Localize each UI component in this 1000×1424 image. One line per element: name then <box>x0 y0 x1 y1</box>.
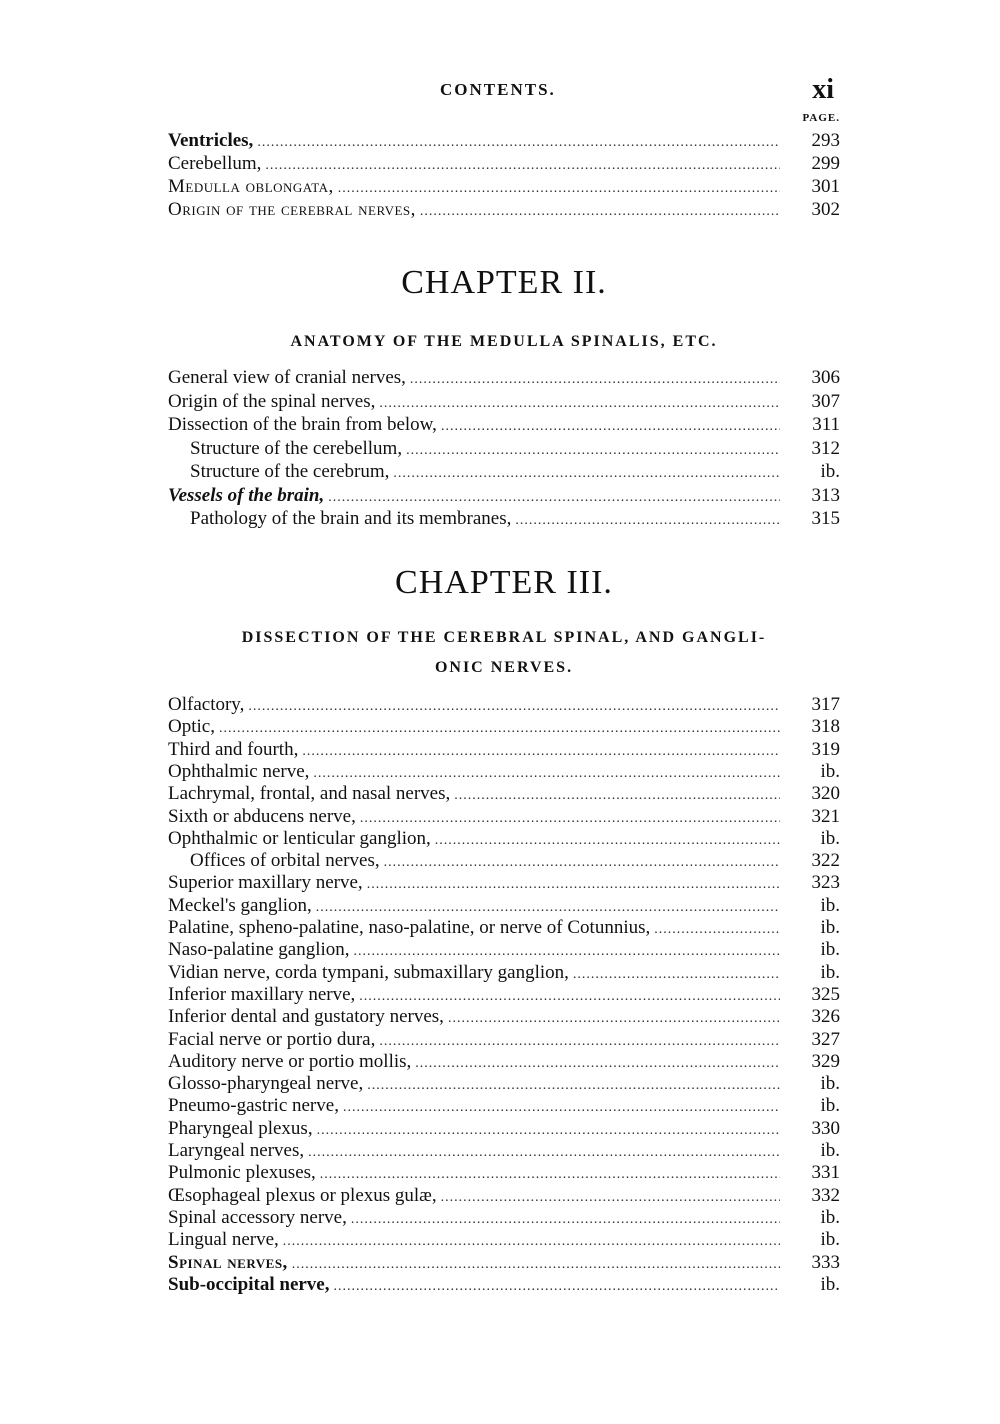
toc-entry <box>168 962 840 984</box>
toc-entry-label: Œsophageal plexus or plexus gulæ, <box>168 1184 437 1206</box>
toc-entry-page: ib. <box>820 1095 840 1117</box>
toc-entry <box>168 199 840 221</box>
toc-entry <box>168 872 840 894</box>
toc-entry <box>168 1051 840 1073</box>
running-head-title: CONTENTS. <box>440 80 556 99</box>
toc-entry <box>168 1073 840 1095</box>
toc-entry <box>168 461 840 483</box>
toc-entry-page: 326 <box>811 1006 840 1028</box>
toc-entry-page: 332 <box>811 1184 840 1206</box>
toc-entry-label: Vessels of the brain, <box>168 484 325 506</box>
dot-leader <box>351 1211 780 1229</box>
toc-entry-label: Offices of orbital nerves, <box>190 850 380 872</box>
toc-entry-label: Auditory nerve or portio mollis, <box>168 1050 412 1072</box>
toc-entry-page: ib. <box>820 961 840 983</box>
toc-entry-page: ib. <box>820 1229 840 1251</box>
toc-entry <box>168 806 840 828</box>
toc-entry <box>168 367 840 389</box>
toc-entry-label: Cerebellum, <box>168 153 262 174</box>
toc-entry <box>168 1140 840 1162</box>
dot-leader <box>219 720 780 738</box>
toc-entry <box>168 850 840 872</box>
toc-entry <box>168 1185 840 1207</box>
toc-entry-page: ib. <box>820 1073 840 1095</box>
toc-entry <box>168 984 840 1006</box>
toc-entry-label: Naso-palatine ganglion, <box>168 939 350 961</box>
toc-entry-label: General view of cranial nerves, <box>168 367 406 388</box>
chapter-3-subtitle-line-1: DISSECTION OF THE CEREBRAL SPINAL, AND GANGLI- <box>241 629 767 646</box>
dot-leader <box>283 1233 780 1251</box>
toc-entry <box>168 438 840 460</box>
dot-leader <box>384 854 780 872</box>
toc-entry <box>168 1207 840 1229</box>
dot-leader <box>292 1256 780 1274</box>
dot-leader <box>454 787 780 805</box>
toc-entry <box>168 130 840 152</box>
toc-entry-page: 318 <box>811 716 840 738</box>
dot-leader <box>308 1144 780 1162</box>
toc-entry-page: 325 <box>811 983 840 1005</box>
toc-entry <box>168 761 840 783</box>
toc-entry-page: 320 <box>811 783 840 805</box>
toc-entry <box>168 716 840 738</box>
dot-leader <box>393 465 780 483</box>
toc-entry-page: ib. <box>820 894 840 916</box>
toc-entry-page: ib. <box>820 760 840 782</box>
toc-entry-label: Sub-occipital nerve, <box>168 1273 330 1295</box>
toc-entry <box>168 895 840 917</box>
chapter-2-heading: CHAPTER II. <box>401 264 607 301</box>
toc-entry-label: Sixth or abducens nerve, <box>168 805 356 827</box>
dot-leader <box>328 489 780 507</box>
toc-entry-label: Pulmonic plexuses, <box>168 1162 316 1184</box>
toc-entry-page: ib. <box>820 1206 840 1228</box>
toc-entry-label: Ophthalmic or lenticular ganglion, <box>168 827 431 849</box>
toc-entry <box>168 1006 840 1028</box>
toc-entry <box>168 485 840 507</box>
toc-entry-label: Lachrymal, frontal, and nasal nerves, <box>168 783 451 805</box>
toc-entry-page: ib. <box>820 461 840 482</box>
dot-leader <box>448 1010 780 1028</box>
toc-entry-label: Facial nerve or portio dura, <box>168 1028 376 1050</box>
toc-entry <box>168 1162 840 1184</box>
toc-entry-page: ib. <box>820 1273 840 1295</box>
dot-leader <box>406 442 780 460</box>
toc-entry-page: 321 <box>811 805 840 827</box>
toc-entry-page: 317 <box>811 694 840 715</box>
toc-entry <box>168 917 840 939</box>
toc-entry-page: 306 <box>811 367 840 388</box>
toc-entry <box>168 939 840 961</box>
chapter-2-subtitle: ANATOMY OF THE MEDULLA SPINALIS, ETC. <box>290 333 718 350</box>
toc-entry-page: 315 <box>811 508 840 529</box>
toc-entry-label: Inferior dental and gustatory nerves, <box>168 1006 444 1028</box>
toc-entry-page: 322 <box>811 850 840 872</box>
toc-entry-label: Third and fourth, <box>168 738 299 760</box>
toc-entry-label: Superior maxillary nerve, <box>168 872 363 894</box>
toc-entry <box>168 1029 840 1051</box>
toc-entry-label: Origin of the cerebral nerves, <box>168 199 416 220</box>
toc-entry-page: 330 <box>811 1117 840 1139</box>
toc-entry-page: ib. <box>820 939 840 961</box>
toc-entry-label: Palatine, spheno-palatine, naso-palatine, or nerve of Cotunnius, <box>168 917 651 938</box>
dot-leader <box>359 988 780 1006</box>
dot-leader <box>441 418 780 436</box>
toc-entry-page: ib. <box>820 1140 840 1161</box>
toc-entry-page: 313 <box>811 484 840 506</box>
toc-entry <box>168 176 840 198</box>
toc-entry-page: 329 <box>811 1050 840 1072</box>
toc-entry <box>168 1229 840 1251</box>
toc-entry-label: Origin of the spinal nerves, <box>168 390 376 412</box>
dot-leader <box>265 157 780 175</box>
toc-entry-label: Laryngeal nerves, <box>168 1140 305 1161</box>
page-column-label: PAGE. <box>802 112 840 124</box>
toc-entry-label: Inferior maxillary nerve, <box>168 983 356 1005</box>
chapter-3-subtitle-line-2: ONIC NERVES. <box>434 659 574 676</box>
toc-entry-label: Meckel's ganglion, <box>168 894 312 916</box>
toc-entry-page: 301 <box>811 176 840 197</box>
toc-entry <box>168 694 840 716</box>
dot-leader <box>316 899 780 917</box>
toc-entry-label: Vidian nerve, corda tympani, submaxillary ganglion, <box>168 961 569 983</box>
dot-leader <box>367 876 780 894</box>
toc-entry-label: Pharyngeal plexus, <box>168 1117 313 1139</box>
dot-leader <box>379 395 780 413</box>
dot-leader <box>354 943 780 961</box>
dot-leader <box>515 512 780 530</box>
toc-entry <box>168 828 840 850</box>
dot-leader <box>360 810 780 828</box>
dot-leader <box>441 1189 780 1207</box>
toc-entry-label: Ophthalmic nerve, <box>168 760 310 782</box>
dot-leader <box>379 1033 780 1051</box>
toc-entry <box>168 739 840 761</box>
toc-entry <box>168 508 840 530</box>
toc-entry-page: 302 <box>811 199 840 220</box>
dot-leader <box>420 203 780 221</box>
dot-leader <box>317 1122 780 1140</box>
toc-entry-page: 299 <box>811 153 840 174</box>
toc-entry <box>168 1118 840 1140</box>
toc-entry-label: Spinal accessory nerve, <box>168 1206 347 1228</box>
toc-entry-label: Glosso-pharyngeal nerve, <box>168 1073 364 1095</box>
toc-entry <box>168 1095 840 1117</box>
toc-entry-page: 323 <box>811 872 840 894</box>
toc-entry <box>168 783 840 805</box>
toc-entry-page: 312 <box>811 437 840 459</box>
toc-entry-label: Pneumo-gastric nerve, <box>168 1095 339 1117</box>
toc-entry-page: 333 <box>811 1251 840 1273</box>
dot-leader <box>338 180 780 198</box>
toc-entry-label: Olfactory, <box>168 694 245 715</box>
dot-leader <box>313 765 780 783</box>
chapter-3-heading: CHAPTER III. <box>395 564 613 601</box>
dot-leader <box>435 832 780 850</box>
toc-entry-label: Ventricles, <box>168 130 254 151</box>
toc-entry-page: 319 <box>811 738 840 760</box>
toc-entry-label: Optic, <box>168 716 215 738</box>
toc-entry-label: Pathology of the brain and its membranes, <box>190 508 512 529</box>
dot-leader <box>343 1099 780 1117</box>
toc-entry <box>168 153 840 175</box>
dot-leader <box>367 1077 780 1095</box>
toc-entry <box>168 1274 840 1296</box>
dot-leader <box>320 1166 780 1184</box>
dot-leader <box>654 921 780 939</box>
toc-entry-page: 311 <box>812 414 840 435</box>
running-head-page-number: xi <box>812 74 834 105</box>
dot-leader <box>302 743 780 761</box>
toc-entry-page: ib. <box>820 917 840 938</box>
toc-entry-page: 293 <box>811 130 840 151</box>
toc-entry <box>168 414 840 436</box>
dot-leader <box>415 1055 780 1073</box>
toc-entry-label: Medulla oblongata, <box>168 176 334 197</box>
dot-leader <box>410 371 780 389</box>
toc-entry-label: Lingual nerve, <box>168 1229 279 1251</box>
dot-leader <box>248 698 780 716</box>
toc-entry <box>168 391 840 413</box>
toc-entry-label: Structure of the cerebrum, <box>190 461 390 482</box>
dot-leader <box>573 966 780 984</box>
toc-entry-page: 327 <box>811 1028 840 1050</box>
toc-entry-label: Dissection of the brain from below, <box>168 414 437 435</box>
toc-entry-label: Spinal nerves, <box>168 1251 288 1273</box>
dot-leader <box>334 1278 781 1296</box>
toc-entry <box>168 1252 840 1274</box>
toc-entry-page: 331 <box>811 1162 840 1184</box>
running-head <box>168 74 840 108</box>
toc-entry-page: 307 <box>811 390 840 412</box>
toc-entry-page: ib. <box>820 827 840 849</box>
dot-leader <box>257 134 780 152</box>
toc-entry-label: Structure of the cerebellum, <box>190 437 403 459</box>
